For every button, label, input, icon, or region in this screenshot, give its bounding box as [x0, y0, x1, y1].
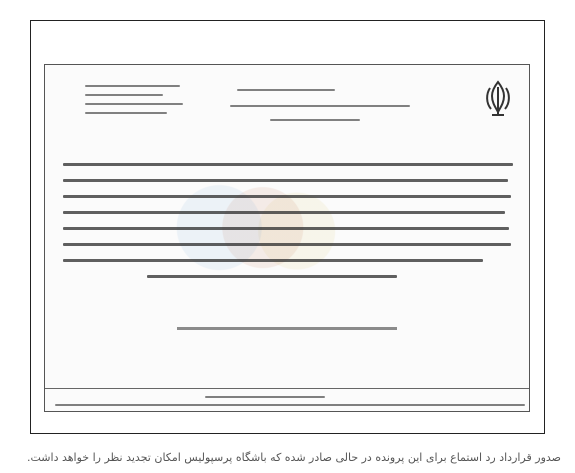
document-footer-divider [45, 388, 529, 389]
document-footer-unreadable-text [55, 394, 525, 408]
iran-emblem-icon [482, 79, 514, 119]
document-header-unreadable-text [85, 81, 435, 133]
document-body-unreadable-text [63, 163, 513, 323]
document-signature-unreadable-text [177, 327, 397, 330]
document-image-frame [30, 20, 545, 434]
image-caption: صدور قرارداد رد استماع برای این پرونده در حالی صادر شده که باشگاه پرسپولیس امکان تجدید نظر را خواهد داشت. [27, 451, 561, 464]
court-document-scan [44, 64, 530, 412]
